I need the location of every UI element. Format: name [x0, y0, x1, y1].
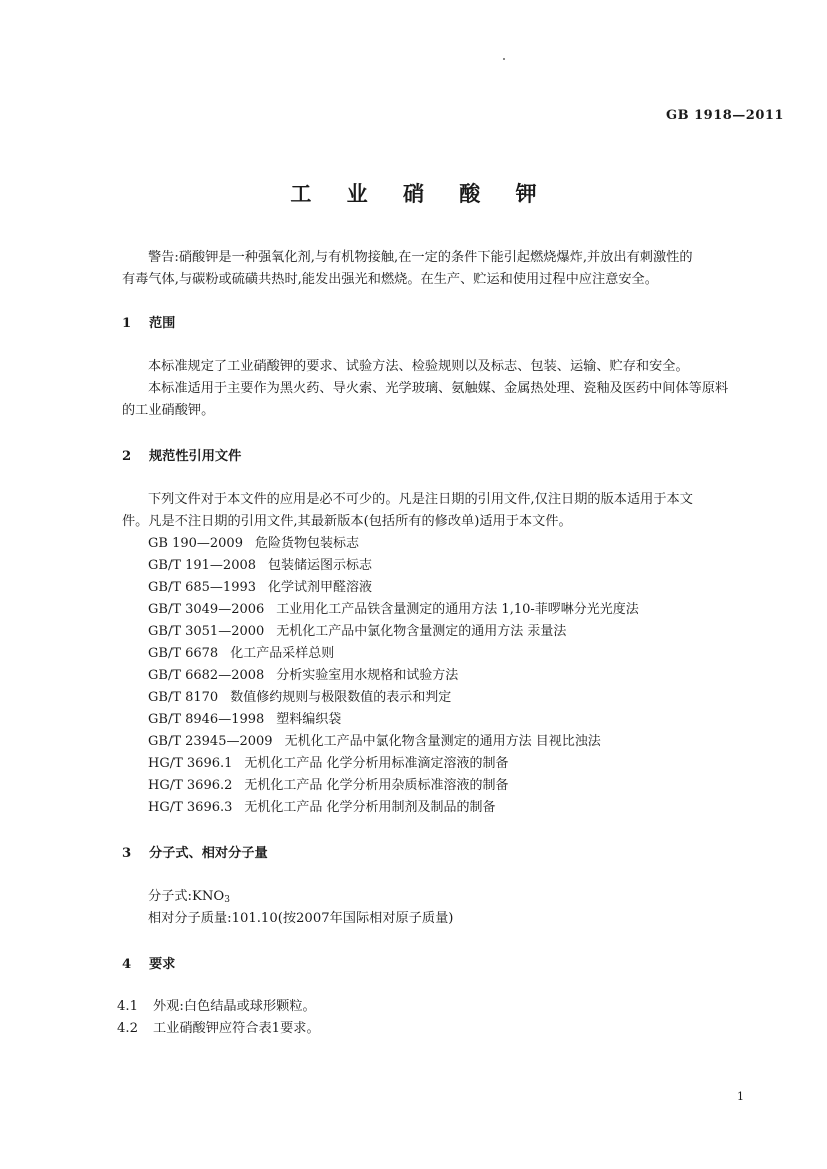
reference-title: 无机化工产品中氯化物含量测定的通用方法 目视比浊法 [284, 734, 601, 749]
section-2-heading [122, 445, 241, 464]
standard-number: GB 1918—2011 [666, 108, 784, 123]
reference-code: GB/T 23945—2009 [148, 734, 273, 749]
section-2-intro-line-2: 件。凡是不注日期的引用文件,其最新版本(包括所有的修改单)适用于本文件。 [122, 514, 572, 529]
section-title: 范围 [149, 316, 176, 331]
reference-item [148, 533, 359, 555]
reference-item [148, 621, 566, 643]
reference-item [148, 577, 372, 599]
section-1-paragraph-2-line-1: 本标准适用于主要作为黑火药、导火索、光学玻璃、氨触媒、金属热处理、瓷釉及医药中间体等原料 [148, 381, 729, 396]
reference-title: 化学试剂甲醛溶液 [268, 580, 373, 595]
reference-title: 数值修约规则与极限数值的表示和判定 [230, 690, 452, 705]
reference-title: 包装储运图示标志 [268, 558, 373, 573]
section-title: 要求 [149, 957, 176, 972]
reference-item [148, 555, 372, 577]
section-number: 1 [122, 316, 132, 331]
section-title: 分子式、相对分子量 [149, 846, 268, 861]
section-title: 规范性引用文件 [149, 449, 242, 464]
item-text: 工业硝酸钾应符合表1要求。 [153, 1021, 320, 1036]
reference-title: 工业用化工产品铁含量测定的通用方法 1,10-菲啰啉分光光度法 [276, 602, 639, 617]
scan-speck [503, 58, 505, 60]
requirement-item [117, 1018, 320, 1040]
section-3-heading [122, 842, 268, 861]
reference-item [148, 753, 509, 775]
section-number: 3 [122, 846, 132, 861]
relative-molecular-mass: 相对分子质量:101.10(按2007年国际相对原子质量) [148, 911, 454, 926]
section-4-heading [122, 953, 175, 972]
reference-item [148, 731, 601, 753]
reference-item [148, 643, 334, 665]
reference-code: GB/T 3049—2006 [148, 602, 265, 617]
page-number: 1 [737, 1090, 744, 1103]
formula-label: 分子式:KNO [148, 889, 225, 904]
reference-title: 化工产品采样总则 [230, 646, 335, 661]
section-1-heading [122, 312, 175, 331]
section-1-paragraph-1: 本标准规定了工业硝酸钾的要求、试验方法、检验规则以及标志、包装、运输、贮存和安全。 [148, 359, 689, 374]
item-number: 4.1 [117, 999, 138, 1014]
reference-title: 无机化工产品 化学分析用制剂及制品的制备 [244, 800, 496, 815]
reference-code: GB/T 8946—1998 [148, 712, 265, 727]
item-number: 4.2 [117, 1021, 138, 1036]
reference-code: GB/T 6678 [148, 646, 219, 661]
reference-title: 无机化工产品 化学分析用杂质标准溶液的制备 [244, 778, 509, 793]
document-title: 工 业 硝 酸 钾 [290, 181, 551, 206]
reference-item [148, 797, 496, 819]
reference-title: 塑料编织袋 [276, 712, 342, 727]
requirement-item [117, 996, 316, 1018]
reference-item [148, 665, 458, 687]
reference-item [148, 709, 341, 731]
reference-code: GB/T 8170 [148, 690, 219, 705]
reference-item [148, 775, 509, 797]
warning-line-2: 有毒气体,与碳粉或硫磺共热时,能发出强光和燃烧。在生产、贮运和使用过程中应注意安全。 [122, 272, 658, 287]
reference-item [148, 599, 639, 621]
section-number: 2 [122, 449, 132, 464]
warning-line-1: 警告:硝酸钾是一种强氧化剂,与有机物接触,在一定的条件下能引起燃烧爆炸,并放出有刺激性的 [148, 250, 693, 265]
reference-title: 危险货物包装标志 [254, 536, 359, 551]
section-1-paragraph-2-line-2: 的工业硝酸钾。 [122, 403, 215, 418]
reference-item [148, 687, 451, 709]
reference-title: 无机化工产品中氯化物含量测定的通用方法 汞量法 [276, 624, 567, 639]
reference-code: GB/T 3051—2000 [148, 624, 265, 639]
item-text: 外观:白色结晶或球形颗粒。 [153, 999, 316, 1014]
reference-code: HG/T 3696.2 [148, 778, 233, 793]
reference-title: 无机化工产品 化学分析用标准滴定溶液的制备 [244, 756, 509, 771]
reference-code: GB 190—2009 [148, 536, 243, 551]
reference-code: HG/T 3696.3 [148, 800, 233, 815]
section-number: 4 [122, 957, 132, 972]
formula-subscript: 3 [224, 895, 230, 905]
reference-code: GB/T 685—1993 [148, 580, 257, 595]
reference-code: GB/T 191—2008 [148, 558, 257, 573]
reference-code: HG/T 3696.1 [148, 756, 233, 771]
reference-title: 分析实验室用水规格和试验方法 [276, 668, 459, 683]
section-2-intro-line-1: 下列文件对于本文件的应用是必不可少的。凡是注日期的引用文件,仅注日期的版本适用于本文 [148, 492, 693, 507]
reference-code: GB/T 6682—2008 [148, 668, 265, 683]
